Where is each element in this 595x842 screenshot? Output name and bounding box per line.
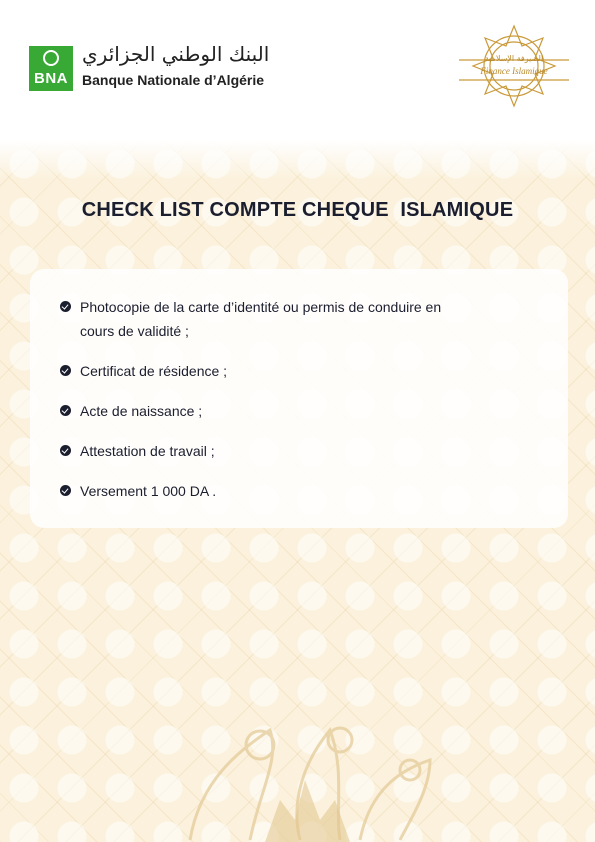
check-circle-icon <box>60 445 71 456</box>
checklist-item <box>60 399 540 423</box>
checklist-item <box>60 359 540 383</box>
check-circle-icon <box>60 405 71 416</box>
decorative-ornament <box>130 690 480 842</box>
check-circle-icon <box>60 485 71 496</box>
checklist-item-text-continued: cours de validité ; <box>80 323 189 339</box>
bna-logo-mark-icon <box>43 50 59 66</box>
finance-logo-french: Finance Islamique <box>480 66 548 76</box>
checklist-item-text: Acte de naissance ; <box>80 403 203 419</box>
check-circle-icon <box>60 365 71 376</box>
finance-islamique-logo <box>455 18 573 118</box>
checklist-item-text: Photocopie de la carte d’identité ou permis de conduire en <box>80 299 442 315</box>
checklist-item <box>60 479 540 503</box>
checklist-item-text: Attestation de travail ; <box>80 443 215 459</box>
page-title: CHECK LIST COMPTE CHEQUE ISLAMIQUE <box>81 199 514 221</box>
checklist <box>60 295 540 519</box>
bna-logo <box>29 46 73 91</box>
checklist-card <box>30 269 568 528</box>
check-circle-icon <box>60 301 71 312</box>
bna-logo-text: BNA <box>34 70 68 87</box>
checklist-item <box>60 439 540 463</box>
finance-logo-arabic: الصيرفة الإسلامية <box>484 54 544 63</box>
checklist-item-text: Certificat de résidence ; <box>80 363 228 379</box>
checklist-item <box>60 295 540 343</box>
bank-name-arabic: البنك الوطني الجزائري <box>82 42 270 66</box>
bank-name-french: Banque Nationale d’Algérie <box>82 72 265 88</box>
background-fade <box>0 140 595 180</box>
checklist-item-text: Versement 1 000 DA . <box>80 483 217 499</box>
